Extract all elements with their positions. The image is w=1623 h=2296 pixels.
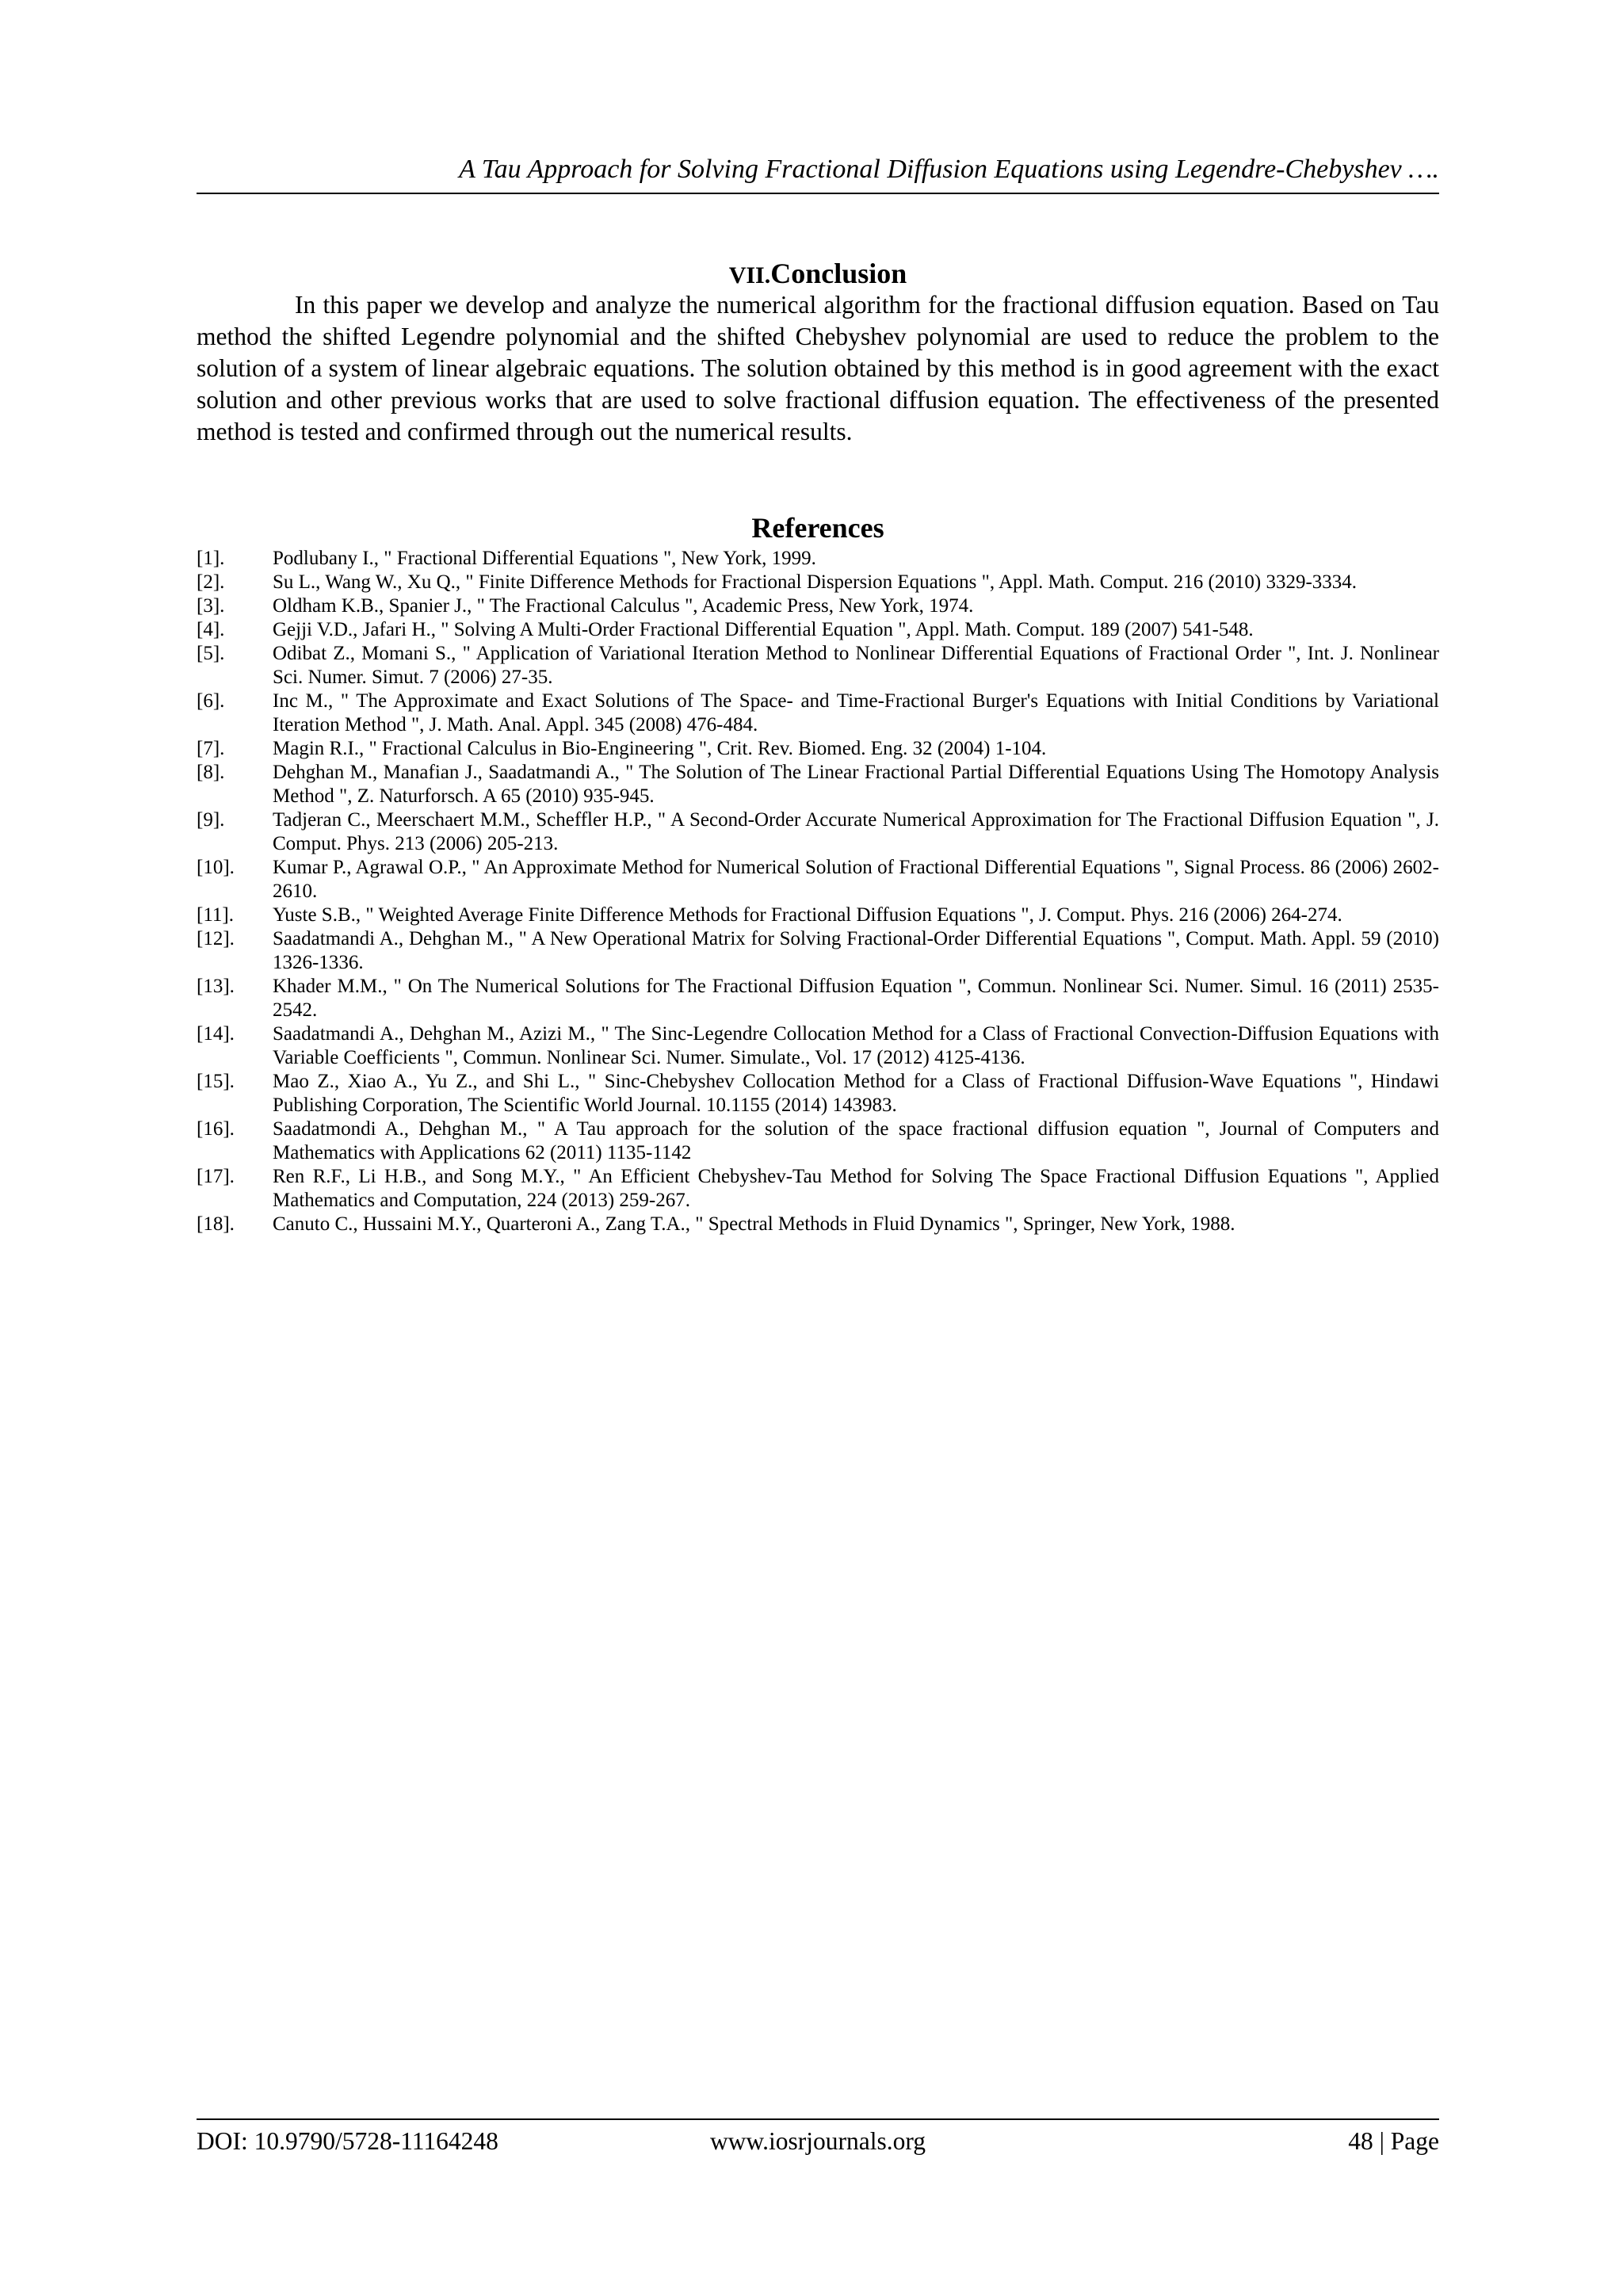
reference-item [197, 904, 1439, 927]
reference-item [197, 1165, 1439, 1213]
reference-item [197, 856, 1439, 904]
reference-number: [11]. [197, 904, 234, 926]
reference-number: [5]. [197, 643, 225, 664]
reference-item [197, 571, 1439, 594]
reference-text: Podlubany I., " Fractional Differential Equations ", New York, 1999. [273, 548, 816, 569]
footer-website: www.iosrjournals.org [709, 2127, 926, 2155]
reference-text: Saadatmandi A., Dehghan M., " A New Operational Matrix for Solving Fractional-Order Differential Equations ", Comput. Math. Appl. 59 (2010) 1326-1336. [273, 928, 1439, 973]
reference-item [197, 1117, 1439, 1165]
conclusion-paragraph: In this paper we develop and analyze the numerical algorithm for the fractional diffusion equation. Based on Tau method the shifted Legendre polynomial and the shifted Chebyshev polynomial are used to reduce the problem to the solution of a system of linear algebraic equations. The solution obtained by this method is in good agreement with the exact solution and other previous works that are used to solve fractional diffusion equation. The effectiveness of the presented method is tested and confirmed through out the numerical results. [197, 291, 1439, 445]
reference-item [197, 927, 1439, 975]
reference-number: [2]. [197, 571, 225, 593]
reference-number: [7]. [197, 738, 225, 759]
reference-number: [6]. [197, 690, 225, 712]
reference-item [197, 547, 1439, 571]
reference-item [197, 594, 1439, 618]
reference-item [197, 761, 1439, 808]
reference-item [197, 618, 1439, 642]
reference-number: [17]. [197, 1166, 235, 1187]
reference-number: [18]. [197, 1213, 235, 1235]
reference-number: [14]. [197, 1023, 235, 1045]
reference-number: [4]. [197, 619, 225, 640]
reference-text: Saadatmondi A., Dehghan M., " A Tau approach for the solution of the space fractional diffusion equation ", Journal of Computers and Mathematics with Applications 62 (2011) 1135-1142 [273, 1118, 1439, 1163]
page-footer [197, 2124, 1439, 2159]
references-heading: References [751, 512, 884, 544]
footer-divider [197, 2118, 1439, 2120]
reference-text: Odibat Z., Momani S., " Application of Variational Iteration Method to Nonlinear Differential Equations of Fractional Order ", Int. J. Nonlinear Sci. Numer. Simut. 7 (2006) 27-35. [273, 643, 1439, 688]
reference-text: Mao Z., Xiao A., Yu Z., and Shi L., " Sinc-Chebyshev Collocation Method for a Class of Fractional Diffusion-Wave Equations ", Hindawi Publishing Corporation, The Scientific World Journal. 10.1155 (2014) 143983. [273, 1071, 1439, 1116]
reference-number: [15]. [197, 1071, 235, 1092]
reference-text: Tadjeran C., Meerschaert M.M., Scheffler H.P., " A Second-Order Accurate Numerical Approximation for The Fractional Diffusion Equation ", J. Comput. Phys. 213 (2006) 205-213. [273, 809, 1439, 854]
reference-item [197, 737, 1439, 761]
reference-number: [12]. [197, 928, 235, 949]
footer-doi: DOI: 10.9790/5728-11164248 [197, 2127, 498, 2155]
reference-text: Su L., Wang W., Xu Q., " Finite Difference Methods for Fractional Dispersion Equations ", Appl. Math. Comput. 216 (2010) 3329-3334. [273, 571, 1358, 593]
reference-text: Oldham K.B., Spanier J., " The Fractional Calculus ", Academic Press, New York, 1974. [273, 595, 974, 617]
reference-text: Saadatmandi A., Dehghan M., Azizi M., " The Sinc-Legendre Collocation Method for a Class of Fractional Convection-Diffusion Equations with Variable Coefficients ", Commun. Nonlinear Sci. Numer. Simulate., Vol. 17 (2012) 4125-4136. [273, 1023, 1439, 1068]
reference-list [197, 547, 1439, 1236]
reference-item [197, 975, 1439, 1022]
reference-item [197, 1213, 1439, 1236]
reference-number: [10]. [197, 857, 235, 878]
section-title: Conclusion [770, 258, 907, 289]
reference-item [197, 1022, 1439, 1070]
reference-item [197, 1070, 1439, 1117]
reference-number: [16]. [197, 1118, 235, 1140]
reference-text: Gejji V.D., Jafari H., " Solving A Multi-Order Fractional Differential Equation ", Appl. Math. Comput. 189 (2007) 541-548. [273, 619, 1254, 640]
reference-number: [3]. [197, 595, 225, 617]
reference-item [197, 808, 1439, 856]
reference-text: Inc M., " The Approximate and Exact Solutions of The Space- and Time-Fractional Burger's Equations with Initial Conditions by Variational Iteration Method ", J. Math. Anal. Appl. 345 (2008) 476-484. [273, 690, 1439, 735]
reference-text: Canuto C., Hussaini M.Y., Quarteroni A., Zang T.A., " Spectral Methods in Fluid Dynamics ", Springer, New York, 1988. [273, 1213, 1235, 1235]
running-header: A Tau Approach for Solving Fractional Diffusion Equations using Legendre-Chebyshev …. [459, 155, 1439, 184]
reference-text: Yuste S.B., " Weighted Average Finite Difference Methods for Fractional Diffusion Equations ", J. Comput. Phys. 216 (2006) 264-274. [273, 904, 1342, 926]
reference-text: Magin R.I., " Fractional Calculus in Bio-Engineering ", Crit. Rev. Biomed. Eng. 32 (2004) 1-104. [273, 738, 1047, 759]
reference-text: Ren R.F., Li H.B., and Song M.Y., " An Efficient Chebyshev-Tau Method for Solving The Space Fractional Diffusion Equations ", Applied Mathematics and Computation, 224 (2013) 259-267. [273, 1166, 1439, 1211]
section-number: VII. [728, 262, 771, 288]
reference-text: Kumar P., Agrawal O.P., " An Approximate Method for Numerical Solution of Fractional Differential Equations ", Signal Process. 86 (2006) 2602-2610. [273, 857, 1439, 902]
reference-number: [1]. [197, 548, 225, 569]
reference-number: [9]. [197, 809, 225, 831]
header-divider [197, 193, 1439, 194]
reference-number: [13]. [197, 976, 235, 997]
reference-item [197, 642, 1439, 690]
reference-text: Khader M.M., " On The Numerical Solutions for The Fractional Diffusion Equation ", Commun. Nonlinear Sci. Numer. Simul. 16 (2011) 2535-2542. [273, 976, 1439, 1021]
reference-item [197, 690, 1439, 737]
footer-page-number: 48 | Page [1348, 2127, 1439, 2155]
reference-text: Dehghan M., Manafian J., Saadatmandi A., " The Solution of The Linear Fractional Partial Differential Equations Using The Homotopy Analysis Method ", Z. Naturforsch. A 65 (2010) 935-945. [273, 762, 1439, 807]
reference-number: [8]. [197, 762, 225, 783]
section-heading [197, 255, 1439, 294]
